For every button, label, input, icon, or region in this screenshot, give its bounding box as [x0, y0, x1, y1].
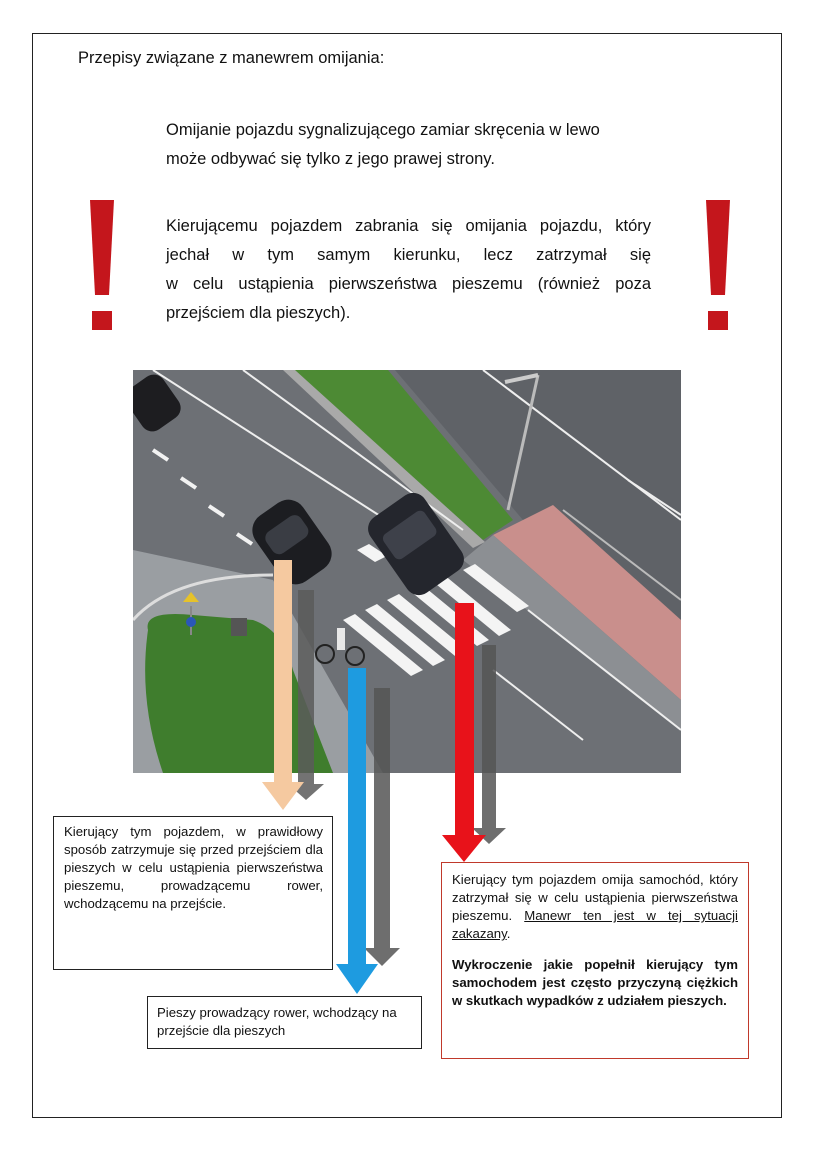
rule-stopped-vehicle-line-4: przejściem dla pieszych).	[166, 304, 351, 322]
rule-stopped-vehicle-line-3: w celu ustąpienia pierwszeństwa pieszemu (również poza	[166, 275, 651, 293]
callout-stopped-car-text: Kierujący tym pojazdem, w prawidłowy sposób zatrzymuje się przed przejściem dla pieszych w celu ustąpienia pierwszeństwa pieszemu, prowadzącemu rower, wchodzącemu na przejście.	[64, 824, 323, 911]
callout-passing-car-prohibited: Manewr ten jest w tej sytuacji zakazany	[452, 908, 738, 941]
callout-passing-car-text: Kierujący tym pojazdem omija samochód, który zatrzymał się w celu ustąpienia pierwszeństwa pieszemu.	[452, 872, 738, 923]
page-heading: Przepisy związane z manewrem omijania:	[78, 49, 385, 67]
rule-stopped-vehicle-line-1: Kierującemu pojazdem zabrania się omijania pojazdu, który	[166, 217, 651, 235]
callout-passing-car-description	[452, 871, 738, 943]
callout-offence-warning: Wykroczenie jakie popełnił kierujący tym samochodem jest często przyczyną ciężkich w skutkach wypadków z udziałem pieszych.	[452, 957, 738, 1008]
callout-pedestrian-text: Pieszy prowadzący rower, wchodzący na przejście dla pieszych	[157, 1005, 397, 1038]
aerial-crossing-photo	[133, 370, 681, 773]
callout-stopped-car	[53, 816, 333, 970]
rule-left-turn-line-1: Omijanie pojazdu sygnalizującego zamiar skręcenia w lewo	[166, 121, 600, 139]
rule-stopped-vehicle-line-2: jechał w tym samym kierunku, lecz zatrzymał się	[166, 246, 651, 264]
exclamation-mark-icon	[702, 195, 734, 335]
exclamation-mark-icon	[86, 195, 118, 335]
callout-pedestrian	[147, 996, 422, 1049]
rule-left-turn-line-2: może odbywać się tylko z jego prawej strony.	[166, 150, 495, 168]
rule-stopped-vehicle	[166, 212, 651, 328]
callout-passing-car	[441, 862, 749, 1059]
callout-passing-car-period: .	[506, 926, 511, 941]
rule-left-turn	[166, 116, 636, 174]
